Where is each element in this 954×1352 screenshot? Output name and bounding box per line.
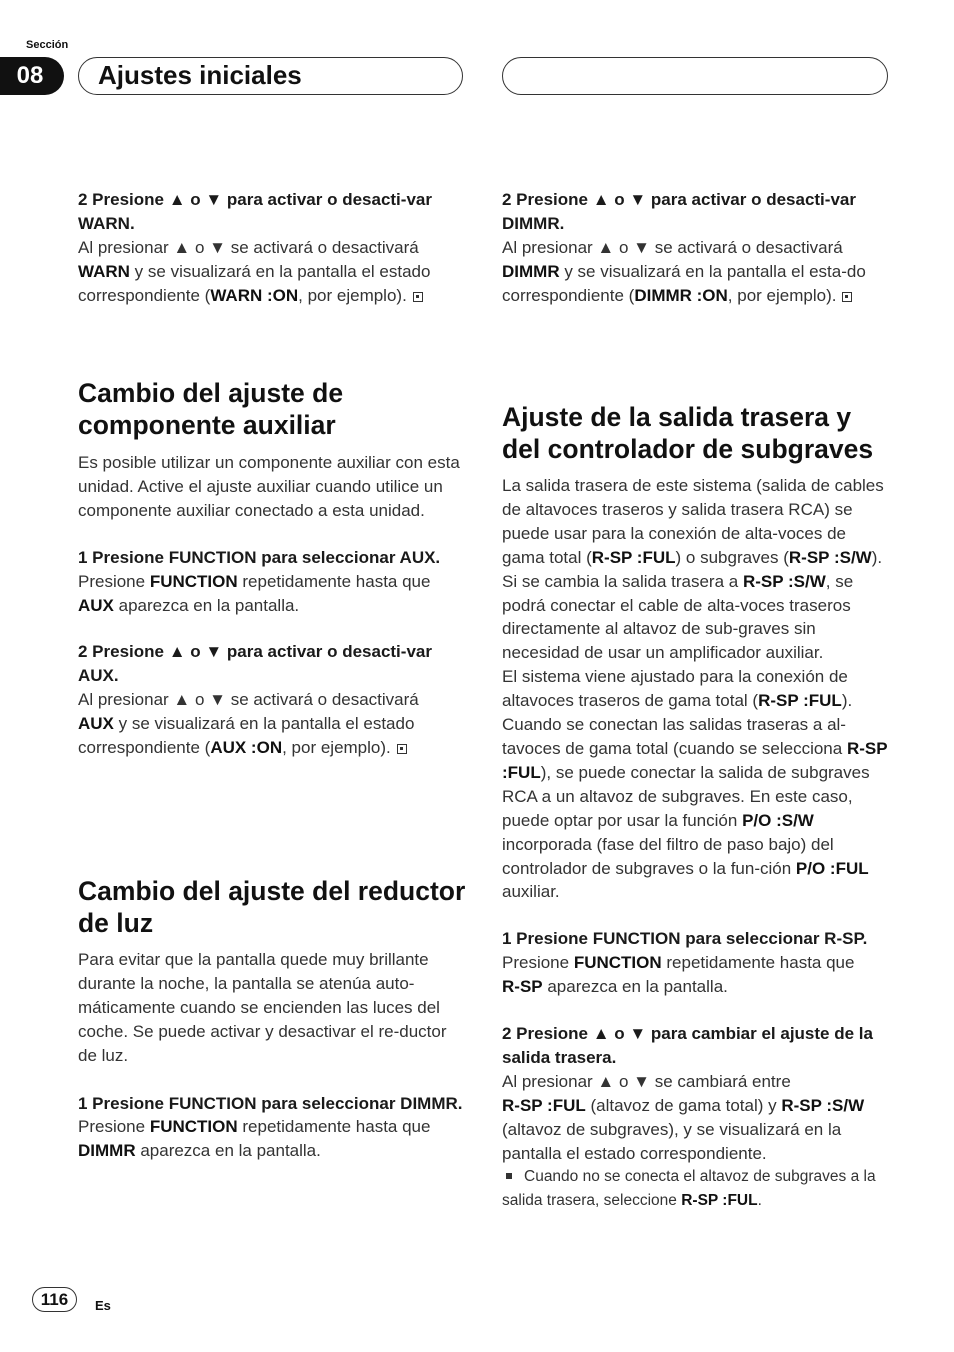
text: La salida trasera de este sistema (salida de cables de altavoces traseros y salida trasera RCA) se puede usar para la conexión de alta-voces de gama total ( (502, 476, 884, 567)
end-mark-icon (842, 292, 852, 302)
text: ). Cuando se conectan las salidas traseras a al-tavoces de gama total (cuando se selecciona (502, 691, 853, 758)
text: aparezca en la pantalla. (113, 595, 300, 615)
text: y se visualizará en la pantalla el estado (129, 261, 431, 281)
bold-term: P/O :FUL (795, 858, 869, 878)
text: , por ejemplo). (298, 285, 407, 305)
rear-output-step1-body (502, 951, 890, 999)
bold-term: DIMMR (502, 261, 560, 281)
text: (altavoz de gama total) y (585, 1095, 782, 1115)
bold-term: AUX (78, 595, 114, 615)
bold-term: AUX (78, 714, 114, 734)
dimmer-heading: Cambio del ajuste del reductor de luz (78, 876, 466, 938)
bold-term: P/O :S/W (742, 810, 814, 830)
section-label: Sección (26, 39, 69, 51)
text: Presione (78, 571, 150, 591)
text: correspondiente ( (78, 738, 211, 758)
text: y se visualizará en la pantalla el estado (113, 714, 415, 734)
text: aparezca en la pantalla. (542, 977, 728, 997)
page-number: 116 (32, 1287, 77, 1312)
text: incorporada (fase del filtro de paso bajo) del controlador de subgraves o la fun-ción (502, 834, 834, 878)
bullet-square-icon (506, 1173, 512, 1179)
text: Presione (78, 1117, 150, 1137)
bold-term: R-SP :S/W (742, 571, 826, 591)
rear-output-note (502, 1165, 890, 1213)
rear-output-heading: Ajuste de la salida trasera y del controlador de subgraves (502, 402, 874, 464)
bold-term: AUX :ON (210, 738, 283, 758)
text: auxiliar. (502, 882, 560, 902)
text: Cuando no se conecta el altavoz de subgraves a la salida trasera, seleccione (502, 1168, 876, 1210)
text: , se podrá conectar el cable de alta-voces traseros directamente al altavoz de sub-graves sin necesidad de usar un amplificador auxiliar. (502, 571, 854, 663)
rear-output-paragraph2 (502, 665, 890, 904)
dimmer-step2-body (502, 236, 890, 308)
text: Al presionar ▲ o ▼ se activará o desactivará (78, 690, 419, 710)
language-code: Es (95, 1298, 111, 1313)
bold-term: R-SP :FUL (502, 1095, 586, 1115)
rear-output-step1-title: 1 Presione FUNCTION para seleccionar R-SP. (502, 929, 868, 949)
warn-step2 (78, 188, 468, 308)
aux-heading: Cambio del ajuste de componente auxiliar (78, 378, 344, 440)
rear-output-step2-body (502, 1070, 890, 1166)
rear-output-intro (502, 474, 890, 665)
bold-term: R-SP :S/W (788, 547, 872, 567)
aux-step2-body (78, 688, 468, 760)
text: , por ejemplo). (282, 738, 391, 758)
warn-step2-body (78, 236, 468, 308)
right-title-frame (502, 57, 888, 95)
text: y se visualizará en la pantalla el esta-do correspondiente ( (502, 261, 866, 305)
bold-term: DIMMR (78, 1141, 136, 1161)
text: aparezca en la pantalla. (135, 1141, 321, 1161)
text: (altavoz de subgraves), y se visualizará en la pantalla el estado correspondiente. (502, 1119, 842, 1163)
text: correspondiente ( (78, 285, 211, 305)
text: El sistema viene ajustado para la conexión de altavoces traseros de gama total ( (502, 667, 848, 711)
bold-term: WARN :ON (210, 285, 299, 305)
dimmer-intro: Para evitar que la pantalla quede muy brillante durante la noche, la pantalla se atenúa auto-máticamente cuando se encienden las luces del coche. Se puede activar y desactivar el re-ductor de luz. (78, 950, 447, 1065)
text: repetidamente hasta que (661, 953, 855, 973)
dimmer-step2-title: 2 Presione ▲ o ▼ para activar o desacti-var DIMMR. (502, 190, 856, 233)
aux-section (78, 377, 468, 760)
dimmer-step2 (502, 188, 890, 308)
end-mark-icon (397, 744, 407, 754)
rear-output-step2-title: 2 Presione ▲ o ▼ para cambiar el ajuste de la salida trasera. (502, 1024, 873, 1067)
bold-term: FUNCTION (149, 1117, 238, 1137)
aux-step1-body (78, 570, 468, 618)
bold-term: WARN (78, 261, 130, 281)
text: Al presionar ▲ o ▼ se cambiará entre (502, 1071, 791, 1091)
text: repetidamente hasta que (237, 1117, 431, 1137)
aux-step1-title: 1 Presione FUNCTION para seleccionar AUX. (78, 547, 441, 567)
text: repetidamente hasta que (237, 571, 431, 591)
text: ). Si se cambia la salida trasera a (502, 547, 883, 591)
text: Al presionar ▲ o ▼ se activará o desactivará (502, 237, 843, 257)
bold-term: R-SP :FUL (502, 738, 888, 782)
text: ) o subgraves ( (675, 547, 789, 567)
dimmer-step1-title: 1 Presione FUNCTION para seleccionar DIMMR. (78, 1093, 463, 1113)
dimmer-section (78, 875, 468, 1163)
text: Al presionar ▲ o ▼ se activará o desactivará (78, 237, 419, 257)
page-title: Ajustes iniciales (98, 60, 302, 90)
dimmer-step1-body (78, 1115, 468, 1163)
bold-term: R-SP :S/W (781, 1095, 865, 1115)
aux-step2-title: 2 Presione ▲ o ▼ para activar o desacti-var AUX. (78, 642, 432, 686)
text: . (757, 1192, 762, 1210)
bold-term: R-SP :FUL (758, 691, 842, 711)
bold-term: FUNCTION (573, 953, 662, 973)
bold-term: DIMMR :ON (634, 285, 728, 305)
text: ), se puede conectar la salida de subgraves RCA a un altavoz de subgraves. En este caso, puede optar por usar la función (502, 762, 870, 830)
section-number-badge: 08 (0, 57, 64, 95)
bold-term: FUNCTION (149, 571, 238, 591)
warn-step2-title: 2 Presione ▲ o ▼ para activar o desacti-var WARN. (78, 190, 432, 233)
text: Presione (502, 953, 574, 973)
bold-term: R-SP (502, 977, 543, 997)
aux-intro: Es posible utilizar un componente auxiliar con esta unidad. Active el ajuste auxiliar cuando utilice un componente auxiliar conectado a esta unidad. (78, 453, 460, 520)
bold-term: R-SP :FUL (681, 1192, 758, 1210)
end-mark-icon (413, 292, 423, 302)
rear-output-section (502, 401, 890, 1213)
bold-term: R-SP :FUL (591, 547, 676, 567)
text: , por ejemplo). (727, 285, 837, 305)
